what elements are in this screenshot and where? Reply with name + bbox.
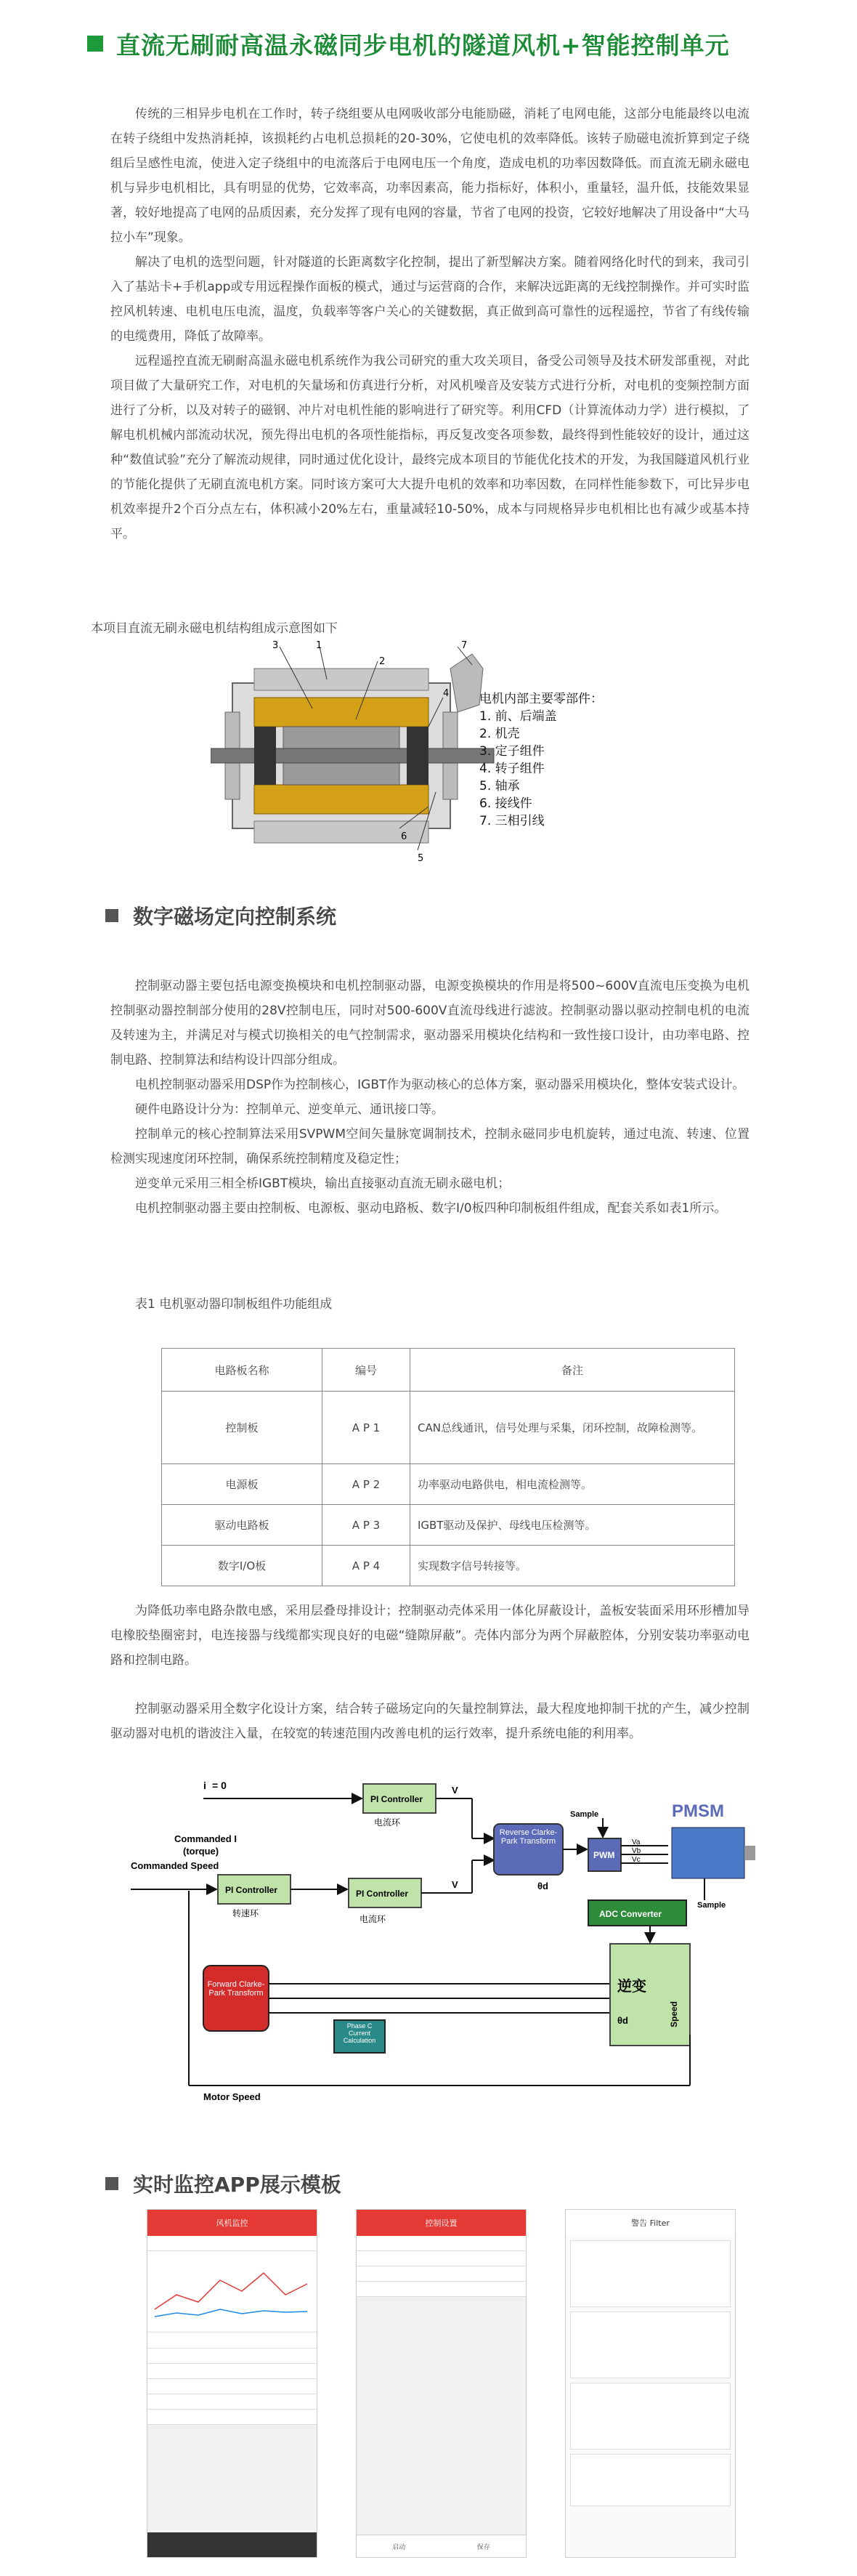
list-item xyxy=(357,2236,526,2251)
id-zero-eq: = 0 xyxy=(212,1780,227,1791)
table-header: 备注 xyxy=(410,1349,735,1392)
alert-card xyxy=(570,2311,731,2378)
table-cell: 数字I/O板 xyxy=(162,1546,322,1586)
pi-controller-label: PI Controller xyxy=(370,1794,423,1804)
table-header-row xyxy=(162,1349,735,1392)
table-cell: 实现数字信号转接等。 xyxy=(410,1546,735,1586)
list-item xyxy=(357,2282,526,2297)
section-title-app xyxy=(105,2169,341,2198)
table-cell: A P 4 xyxy=(322,1546,410,1586)
table-cell: 功率驱动电路供电，相电流检测等。 xyxy=(410,1464,735,1505)
control-paragraph: 电机控制驱动器主要由控制板、电源板、驱动电路板、数字I/0板四种印制板组件组成，配套关系如表1所示。 xyxy=(135,1201,727,1216)
alert-card xyxy=(570,2240,731,2307)
intro-text xyxy=(110,102,750,546)
block-diagram-drawing xyxy=(131,1773,755,2115)
vector-text xyxy=(110,1697,750,1746)
vb-label: Vb xyxy=(632,1847,641,1855)
alert-card xyxy=(570,2383,731,2450)
legend-item: 6. 接线件 xyxy=(479,796,532,811)
callout-label: 5 xyxy=(418,853,424,864)
intro-paragraph: 传统的三相异步电机在工作时，转子绕组要从电网吸收部分电能励磁，消耗了电网电能，这部分电能最终以电流在转子绕组中发热消耗掉，该损耗约占电机总损耗的20-30%，它使电机的效率降低。该转子励磁电流折算到定子绕组后呈感性电流，使进入定子绕组中的电流落后于电网电压一个角度，造成电机的功率因数降低。而直流无刷永磁电机与异步电机相比，具有明显的优势，它效率高，功率因素高，能力指标好，体积小，重量轻，温升低，技能效果显著，较好地提高了电网的品质因素，充分发挥了现有电网的容量，节省了电网的投资，它较好地解决了用设备中“大马拉小车”现象。 xyxy=(110,107,750,245)
legend-item: 4. 转子组件 xyxy=(479,762,545,776)
section-title-control xyxy=(105,901,336,930)
phone-header: 风机监控 xyxy=(147,2210,317,2236)
phone-button-bar xyxy=(357,2535,526,2557)
pmsm-motor-icon xyxy=(672,1828,744,1878)
callout-label: 3 xyxy=(272,640,279,651)
callout-label: 1 xyxy=(316,640,322,651)
monitor-chart-image xyxy=(147,2251,317,2331)
inverter-box xyxy=(610,1944,690,2046)
shielding-text xyxy=(110,1599,750,1673)
theta-label: θd xyxy=(617,2015,628,2026)
table-cell: A P 1 xyxy=(322,1392,410,1464)
app-screenshot-monitor xyxy=(147,2209,317,2558)
pmsm-label: PMSM xyxy=(672,1801,724,1821)
shielding-paragraph: 为降低功率电路杂散电感，采用层叠母排设计；控制驱动壳体采用一体化屏蔽设计，盖板安装面采用环形槽加导电橡胶垫圈密封，电连接器与线缆都实现良好的电磁“缝隙屏蔽”。壳体内部分为两个屏蔽腔体，分别安装功率驱动电路和控制电路。 xyxy=(110,1604,750,1668)
control-paragraph: 电机控制驱动器采用DSP作为控制核心，IGBT作为驱动核心的总体方案，驱动器采用模块化，整体安装式设计。 xyxy=(135,1078,745,1092)
list-item xyxy=(147,2394,317,2410)
phone-header: 控制设置 xyxy=(357,2210,526,2236)
current-loop-label: 电流环 xyxy=(374,1817,401,1828)
table-cell: 驱动电路板 xyxy=(162,1505,322,1546)
motor-caption: 本项目直流无刷永磁电机结构组成示意图如下 xyxy=(91,621,338,636)
speed-label: Speed xyxy=(669,2000,679,2027)
callout-label: 4 xyxy=(443,688,450,699)
app-screenshot-alerts xyxy=(565,2209,736,2558)
table-caption: 表1 电机驱动器印制板组件功能组成 xyxy=(135,1297,333,1312)
legend-title: 电机内部主要零部件： xyxy=(479,692,603,706)
table-cell: CAN总线通讯，信号处理与采集，闭环控制，故障检测等。 xyxy=(410,1392,735,1464)
legend-item: 5. 轴承 xyxy=(479,779,520,794)
phone-nav-bar xyxy=(147,2532,317,2557)
phone-header: 警告 Filter xyxy=(566,2210,735,2236)
inverter-label: 逆变 xyxy=(617,1979,646,1995)
callout-label: 6 xyxy=(401,831,407,842)
control-block-diagram xyxy=(131,1773,755,2115)
intro-paragraph: 解决了电机的选型问题，针对隧道的长距离数字化控制，提出了新型解决方案。随着网络化时代的到来，我司引入了基站卡+手机app或专用远程操作面板的模式，通过与运营商的合作，来解决远距离的无线控制操作。并可实时监控风机转速、电机电压电流，温度，负载率等客户关心的关键数据，真正做到高可靠性的远程遥控，节省了有线传输的电缆费用，降低了故障率。 xyxy=(110,255,750,344)
section-title-text: 实时监控APP展示模板 xyxy=(133,2173,341,2197)
sample-label: Sample xyxy=(697,1901,726,1910)
sample-label: Sample xyxy=(570,1810,599,1819)
vd-label: V xyxy=(452,1785,458,1796)
section-bullet-icon xyxy=(105,909,118,922)
legend-item: 2. 机壳 xyxy=(479,727,520,741)
control-paragraph: 控制单元的核心控制算法采用SVPWM空间矢量脉宽调制技术，控制永磁同步电机旋转，通过电流、转速、位置检测实现速度闭环控制，确保系统控制精度及稳定性； xyxy=(110,1127,750,1166)
va-label: Va xyxy=(632,1838,641,1846)
app-screenshot-settings xyxy=(356,2209,527,2558)
list-item xyxy=(147,2379,317,2394)
control-text xyxy=(110,974,750,1221)
table-header: 电路板名称 xyxy=(162,1349,322,1392)
control-paragraph: 逆变单元采用三相全桥IGBT模块，输出直接驱动直流无刷永磁电机； xyxy=(135,1176,511,1191)
list-item xyxy=(147,2410,317,2425)
save-button[interactable]: 保存 xyxy=(476,2543,490,2551)
table-cell: A P 3 xyxy=(322,1505,410,1546)
motor-legend xyxy=(479,690,603,830)
table-cell: 电源板 xyxy=(162,1464,322,1505)
motor-shaft-icon xyxy=(744,1846,755,1860)
list-item xyxy=(357,2251,526,2266)
pwm-label: PWM xyxy=(593,1850,615,1860)
control-paragraph: 硬件电路设计分为：控制单元、逆变单元、通讯接口等。 xyxy=(135,1102,444,1117)
pi-speed-label: PI Controller xyxy=(225,1885,278,1895)
theta-label: θd xyxy=(537,1881,548,1891)
section-title-text: 数字磁场定向控制系统 xyxy=(133,905,337,929)
table-row xyxy=(162,1505,735,1546)
page-title xyxy=(87,22,730,65)
legend-item: 1. 前、后端盖 xyxy=(479,709,557,724)
legend-item: 3. 定子组件 xyxy=(479,744,545,759)
reverse-transform-label: Reverse Clarke-Park Transform xyxy=(499,1828,558,1846)
id-zero-label: i xyxy=(203,1780,206,1791)
legend-item: 7. 三相引线 xyxy=(479,814,545,828)
vq-label: V xyxy=(452,1879,458,1890)
motor-speed-label: Motor Speed xyxy=(203,2091,261,2102)
alert-card xyxy=(570,2454,731,2506)
current-loop-label: 电流环 xyxy=(360,1914,386,1924)
intro-paragraph: 远程遥控直流无刷耐高温永磁电机系统作为我公司研究的重大攻关项目，备受公司领导及技术研发部重视，对此项目做了大量研究工作，对电机的矢量场和仿真进行分析，对风机噪音及安装方式进行分析，对电机的变频控制方面进行了分析，以及对转子的磁钢、冲片对电机性能的影响进行了研究等。利用CFD（计算流体动力学）进行模拟，了解电机机械内部流动状况，预先得出电机的各项性能指标，再反复改变各项参数，最终得到性能较好的设计，通过这种“数值试验”充分了解流动规律，同时通过优化设计，最终完成本项目的节能优化技术的开发，为我国隧道风机行业的节能化提供了无刷直流电机方案。同时该方案可大大提升电机的效率和功率因数，在同样性能参数下，可比异步电机效率提升2个百分点左右，体积减小20%左右，重量减轻10-50%，成本与同规格异步电机相比也有减少或基本持平。 xyxy=(110,354,750,541)
forward-transform-label: Forward Clarke-Park Transform xyxy=(207,1980,265,1998)
phase-c-label: Phase C Current Calculation xyxy=(343,2022,376,2044)
list-item xyxy=(147,2349,317,2364)
control-paragraph: 控制驱动器主要包括电源变换模块和电机控制驱动器，电源变换模块的作用是将500~600V直流电压变换为电机控制驱动器控制部分使用的28V控制电压，同时对500-600V直流母线进行滤波。控制驱动器以驱动控制电机的电流及转速为主，并满足对与模式切换相关的电气控制需求，驱动器采用模块化结构和一致性接口设计，由功率电路、控制电路、控制算法和结构设计四部分组成。 xyxy=(110,979,750,1067)
table-cell: IGBT驱动及保护、母线电压检测等。 xyxy=(410,1505,735,1546)
list-item xyxy=(147,2333,317,2349)
list-item xyxy=(357,2266,526,2282)
start-button[interactable]: 启动 xyxy=(392,2543,406,2551)
vc-label: Vc xyxy=(632,1856,641,1864)
table-row xyxy=(162,1464,735,1505)
speed-loop-label: 转速环 xyxy=(232,1908,259,1918)
torque-label: (torque) xyxy=(183,1846,219,1857)
table-row xyxy=(162,1546,735,1586)
table-cell: 控制板 xyxy=(162,1392,322,1464)
callout-label: 2 xyxy=(379,656,386,667)
vector-paragraph: 控制驱动器采用全数字化设计方案，结合转子磁场定向的矢量控制算法，最大程度地抑制干扰的产生，减少控制驱动器对电机的谐波注入量，在较宽的转速范围内改善电机的运行效率，提升系统电能的利用率。 xyxy=(110,1702,750,1741)
section-bullet-icon xyxy=(105,2177,118,2190)
list-item xyxy=(147,2364,317,2379)
table-row xyxy=(162,1392,735,1464)
list-item xyxy=(147,2236,317,2251)
title-text: 直流无刷耐高温永磁同步电机的隧道风机+智能控制单元 xyxy=(116,31,730,60)
pcb-table xyxy=(161,1348,735,1586)
table-cell: A P 2 xyxy=(322,1464,410,1505)
pi-current-label: PI Controller xyxy=(356,1889,409,1899)
commanded-speed-label: Commanded Speed xyxy=(131,1860,219,1871)
title-bullet-icon xyxy=(87,36,103,52)
commanded-torque-label: Commanded I xyxy=(174,1833,237,1844)
table-header: 编号 xyxy=(322,1349,410,1392)
callout-label: 7 xyxy=(461,640,468,651)
adc-label: ADC Converter xyxy=(599,1909,662,1919)
